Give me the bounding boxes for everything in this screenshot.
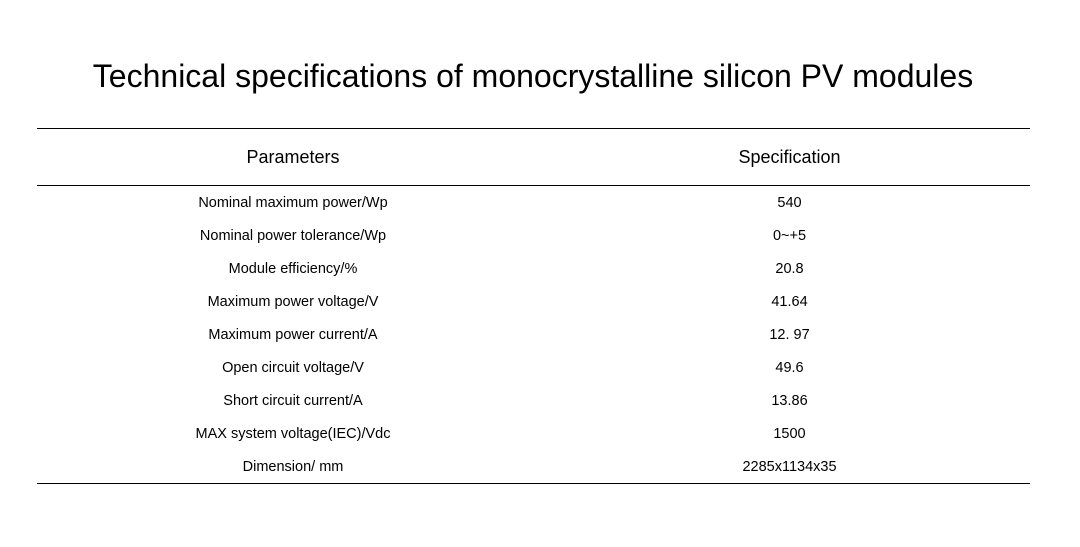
specification-cell: 20.8 [775,260,804,277]
table-row [37,417,1030,450]
parameter-cell: Nominal power tolerance/Wp [199,227,387,244]
table-row [37,384,1030,417]
page-title: Technical specifications of monocrystalline silicon PV modules [92,58,974,94]
specification-cell: 2285x1134x35 [742,458,837,475]
table-row [37,318,1030,351]
table-row [37,351,1030,384]
table-row [37,219,1030,252]
spec-table [37,128,1030,484]
specification-cell: 1500 [773,425,806,442]
parameter-cell: MAX system voltage(IEC)/Vdc [195,425,391,442]
table-header-row [37,129,1030,186]
specification-cell: 41.64 [771,293,808,310]
table-row [37,186,1030,220]
parameter-cell: Short circuit current/A [223,392,363,409]
specification-cell: 540 [777,194,802,211]
column-header-specification: Specification [549,129,1030,186]
table-row [37,450,1030,484]
parameter-cell: Nominal maximum power/Wp [198,194,388,211]
table-row [37,285,1030,318]
specification-cell: 12. 97 [769,326,810,343]
parameter-cell: Dimension/ mm [242,458,344,475]
parameter-cell: Module efficiency/% [228,260,358,277]
parameter-cell: Open circuit voltage/V [222,359,364,376]
table-row [37,252,1030,285]
column-header-parameters: Parameters [37,129,549,186]
parameter-cell: Maximum power current/A [208,326,378,343]
specification-cell: 49.6 [775,359,804,376]
specification-cell: 0~+5 [772,227,807,244]
specification-cell: 13.86 [771,392,808,409]
parameter-cell: Maximum power voltage/V [207,293,379,310]
